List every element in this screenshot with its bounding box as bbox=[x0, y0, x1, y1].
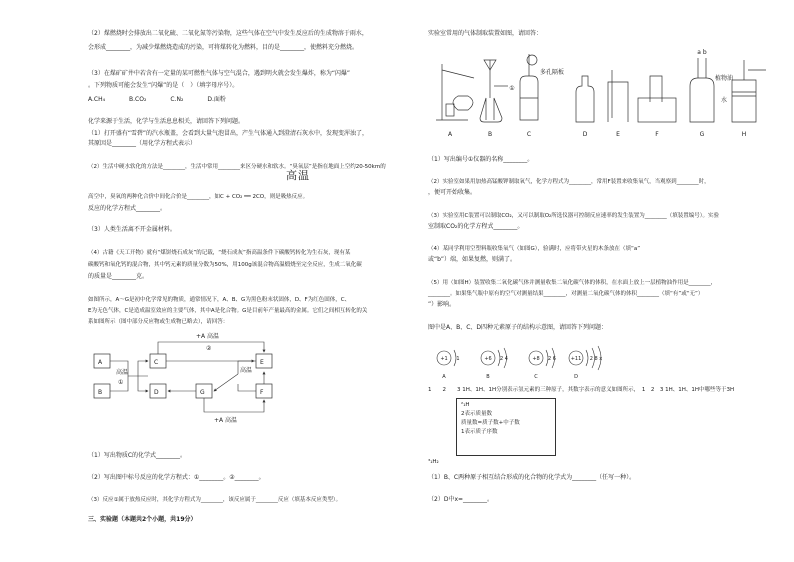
apparatus-figure bbox=[428, 40, 768, 144]
atom-c-nucleus: +8 bbox=[532, 356, 540, 362]
text-line: 实验室常用的气体制取装置如图，请回答： bbox=[428, 30, 543, 37]
atom-d-label: D bbox=[574, 374, 578, 380]
text-line: （3）实验室用C装置可以制取CO₂，又可以制取O₂所选仪器可控制反应速率的发生装置为________（填装置编号）。实验 bbox=[428, 213, 720, 219]
ab-label: a b bbox=[697, 49, 707, 56]
legend-line: 质量数=质子数+中子数 bbox=[461, 420, 520, 426]
text-line: 如图所示，A～G是初中化学常见的物质，通常情况下，A、B、G为黑色粉末状固体，D、F为红色固体，C、 bbox=[88, 297, 351, 303]
apparatus-label-e: E bbox=[616, 131, 620, 138]
text-line: ________。如果集气瓶中原有的空气对测量结果________，对测量二氧化碳气体的体积________（填“有”或“无”） bbox=[428, 291, 704, 297]
atom-a-nucleus: +1 bbox=[440, 356, 448, 362]
text-line: 会形成________，为减少煤燃烧造成的污染，可将煤转化为燃料，目的是________，使燃料充分燃烧。 bbox=[88, 44, 359, 51]
text-line: （4）某同学利用空塑料瓶收集氧气（如图G），验满时，应将带火星的木条放在（填“a” bbox=[428, 246, 641, 252]
note-line: ³₁H₂ bbox=[428, 459, 439, 465]
apparatus-label-h: H bbox=[741, 131, 747, 138]
question-line: （2）写出图中标号反应的化学方程式：①________。②________。 bbox=[88, 474, 265, 481]
text-line: （1）打开盛有“雪碧”的汽水瓶盖，会看到大量气泡冒出，产生气体通入到澄清石灰水中，发现变浑浊了， bbox=[88, 130, 369, 137]
legend-line: 1表示质子序数 bbox=[461, 429, 498, 435]
question-line: （1）写出物质C的化学式________。 bbox=[88, 452, 187, 459]
apparatus-label-f: F bbox=[655, 131, 659, 138]
text-line: （2）D中x=________。 bbox=[428, 496, 494, 503]
relation-diagram bbox=[88, 328, 308, 428]
oil-label: 植物油 bbox=[714, 75, 734, 82]
text-line: 系如图所示（图中部分反应物或生成物已略去），请回答： bbox=[88, 319, 229, 325]
node-g: G bbox=[200, 389, 205, 396]
porous-board-label: 多孔隔板 bbox=[539, 69, 565, 76]
edge-label: +A 高温 bbox=[196, 333, 220, 340]
node-c: C bbox=[154, 359, 159, 366]
text-line: 化学来源于生活，化学与生活息息相关，请回答下列问题。 bbox=[88, 118, 245, 125]
atom-c-label: C bbox=[534, 374, 538, 380]
text-line: 碳酸钙和氧化钙的混合物，其中钙元素的质量分数为50%，用100g该混合物高温煅烧至完全反应，生成二氧化碳 bbox=[88, 262, 362, 268]
question-line: （3）反应①属于放热反应时，其化学方程式为________，该反应属于________反应（填基本反应类型）。 bbox=[88, 497, 342, 503]
apparatus-label-a: A bbox=[447, 131, 453, 138]
atom-b-nucleus: +6 bbox=[484, 356, 492, 362]
text-line: （1）写出编号①仪器的名称________。 bbox=[428, 156, 534, 163]
atom-d-nucleus: +11 bbox=[570, 356, 582, 362]
text-line: 反应的化学方程式________。 bbox=[88, 205, 167, 212]
isotope-line: 1 2 3 1H、1H、1H分别表示氢元素的三种原子，其数字表示的意义如图所示， 1 2 3 1H、1H、1H中哪些等于3H bbox=[428, 387, 735, 393]
water-label: 水 bbox=[720, 97, 728, 104]
text-line: （2）煤燃烧时会排放出二氧化硫、二氧化氮等污染物，这些气体在空气中发生反应后的生成物溶于雨水， bbox=[88, 30, 368, 37]
atom-a-label: A bbox=[442, 374, 446, 380]
edge-label: 高温 bbox=[116, 369, 129, 376]
isotope-legend-box bbox=[456, 398, 556, 456]
apparatus-label-g: G bbox=[699, 131, 705, 138]
text-line: （2）生活中硬水软化的方法是________，生活中常用________来区分硬水和软水。“臭氧层”是指在地面上空约20-50km的 bbox=[88, 164, 386, 170]
text-line: 其原因是________（用化学方程式表示） bbox=[88, 140, 197, 147]
edge-label: ① bbox=[118, 379, 124, 386]
edge-label: ② bbox=[206, 345, 212, 352]
node-d: D bbox=[154, 389, 159, 396]
text-line: 的质量是________克。 bbox=[88, 273, 149, 280]
instrument-one-label: ① bbox=[509, 85, 515, 92]
node-e: E bbox=[260, 359, 264, 366]
legend-line: 2表示质量数 bbox=[461, 411, 492, 417]
text-line: （3）人类生活离不开金属材料。 bbox=[88, 226, 176, 233]
edge-label: 高温 bbox=[240, 367, 253, 374]
text-line: （3）在煤矿矿井中若含有一定量的某可燃性气体与空气混合，遇到明火就会发生爆炸，称为“闪爆” bbox=[88, 70, 351, 77]
atom-d-shells: 2 8 x bbox=[589, 356, 603, 362]
node-b: B bbox=[98, 389, 103, 396]
atom-diagrams bbox=[428, 338, 608, 382]
text-line: （5）用（如图H）装置收集二氧化碳气体并测量收集二氧化碳气体的体积，在水面上放上一层植物油作用是________， bbox=[428, 280, 717, 286]
gaowen-label: 高温 bbox=[286, 169, 310, 182]
options-line: A.CH₄ B.CO₂ C.N₂ D.面粉 bbox=[88, 96, 226, 103]
text-line: 。下列物质可能会发生“闪爆”的是（ ）（填字母序号）。 bbox=[88, 82, 239, 89]
text-line: （2）实验室如果用加热高锰酸钾制取氧气，化学方程式为________，常用F装置来收集氧气，当观察到________时， bbox=[428, 179, 710, 185]
atom-a-shells: 1 bbox=[456, 356, 460, 362]
node-a: A bbox=[98, 359, 103, 366]
text-line: 高空中，臭氧的两种化合价中间化合价是________，如C + CO₂ ══ 2CO，则是吸热反应。 bbox=[88, 194, 309, 200]
text-line: E为无色气体，C是造成温室效应的主要气体，其中A是化合物。G是目前年产量最高的金属。它们之间相互转化的关 bbox=[88, 308, 368, 314]
apparatus-label-c: C bbox=[526, 131, 532, 138]
atom-b-label: B bbox=[486, 374, 490, 380]
edge-label: +A 高温 bbox=[214, 417, 238, 424]
atom-c-shells: 2 6 bbox=[548, 356, 556, 362]
text-line: ”）影响。 bbox=[428, 301, 456, 308]
text-line: 室制取CO₂的化学方程式________。 bbox=[428, 223, 524, 230]
text-line: 图中是A、B、C、D四种元素原子的结构示意图，请回答下列问题： bbox=[428, 324, 608, 331]
legend-symbol: ²₁H bbox=[461, 402, 470, 408]
apparatus-label-d: D bbox=[582, 131, 588, 138]
section-heading: 三、实验题（本题共2个小题，共19分） bbox=[88, 516, 197, 523]
apparatus-label-b: B bbox=[487, 131, 493, 138]
text-line: ，便可开始收集。 bbox=[428, 189, 477, 196]
text-line: 或“b”）端，如果复燃，则满了。 bbox=[428, 256, 517, 263]
atom-b-shells: 2 4 bbox=[500, 356, 508, 362]
text-line: （4）古籍《天工开物》就有“煤饼烧石成灰”的记载，“烧石成灰”指高温条件下碳酸钙转化为生石灰，现有某 bbox=[88, 250, 351, 256]
text-line: （1）B、C两种原子相互结合形成的化合物的化学式为________（任写一种）。 bbox=[428, 474, 636, 481]
node-f: F bbox=[260, 389, 264, 396]
